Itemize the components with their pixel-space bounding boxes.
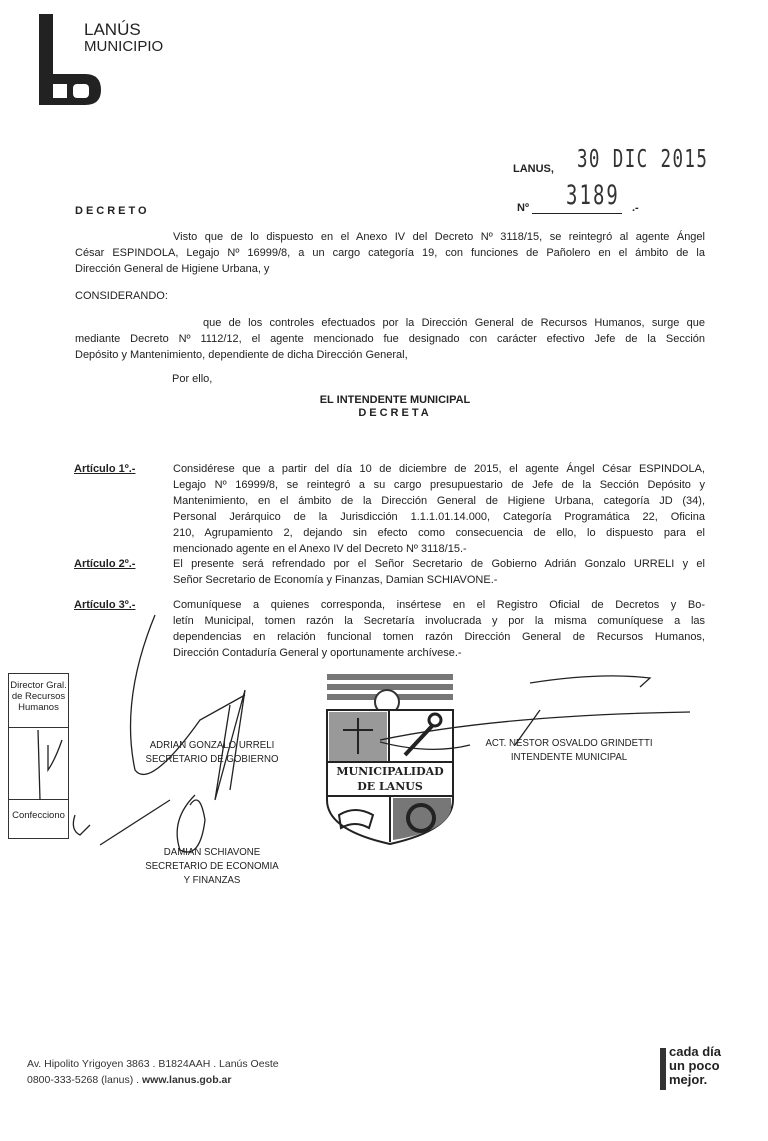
number-label: Nº	[517, 202, 529, 214]
economia-name: DAMIAN SCHIAVONE	[163, 846, 261, 858]
control-box-middle	[9, 728, 68, 800]
por-ello: Por ello,	[172, 373, 213, 385]
slogan-line: mejor.	[669, 1072, 708, 1087]
article-line: Señor Secretario de Economía y Finanzas, Damian SCHIAVONE.-	[173, 574, 498, 586]
visto-line: Dirección General de Higiene Urbana, y	[75, 263, 270, 275]
article-line: 210, Agrupamiento 2, dejando sin efecto como consecuencia de ello, lo dispuesto para el	[173, 527, 705, 539]
visto-line: Visto que de lo dispuesto en el Anexo IV del Decreto Nº 3118/15, se reintegró al agente Ángel	[173, 231, 705, 243]
municipal-seal	[325, 670, 455, 846]
seal-text-1: MUNICIPALIDAD	[336, 765, 444, 778]
decree-number: 3189	[566, 180, 620, 211]
article-3-label: Artículo 3º.-	[74, 599, 136, 611]
footer-contact	[27, 1074, 231, 1086]
document-type: DECRETO	[75, 205, 150, 217]
slogan-logo	[660, 1045, 721, 1087]
article-2-label: Artículo 2º.-	[74, 558, 136, 570]
control-box-top	[9, 674, 68, 728]
economia-title: SECRETARIO DE ECONOMIA	[145, 860, 279, 872]
considerando-line: mediante Decreto Nº 1112/12, el agente mencionado fue designado con carácter efectivo Jefe de la Sección	[75, 333, 705, 345]
footer-address: Av. Hipolito Yrigoyen 3863 . B1824AAH . Lanús Oeste	[27, 1058, 279, 1070]
logo-text-municipio: MUNICIPIO	[84, 38, 164, 55]
number-underline	[532, 213, 622, 214]
footer-website[interactable]: www.lanus.gob.ar	[142, 1074, 232, 1086]
date-stamp: 30 DIC 2015	[577, 144, 709, 173]
considerando-heading: CONSIDERANDO:	[75, 290, 168, 302]
control-box-title: Director Gral.	[10, 680, 67, 691]
gobierno-title: SECRETARIO DE GOBIERNO	[145, 753, 279, 765]
control-box-title: de Recursos	[11, 691, 66, 702]
considerando-line: que de los controles efectuados por la Dirección General de Recursos Humanos, surge que	[203, 317, 705, 329]
article-line: Dirección Contaduría General y oportunamente archívese.-	[173, 647, 462, 659]
gobierno-name: ADRIAN GONZALO URRELI	[149, 739, 275, 751]
intendente-name: ACT. NESTOR OSVALDO GRINDETTI	[485, 737, 653, 749]
visto-line: César ESPINDOLA, Legajo Nº 16999/8, a un cargo categoría 19, con funciones de Pañolero en el ámbito de la	[75, 247, 705, 259]
article-line: Comuníquese a quienes corresponda, insértese en el Registro Oficial de Decretos y Bo-	[173, 599, 705, 611]
article-line: Considérese que a partir del día 10 de diciembre de 2015, el agente Ángel César ESPINDOLA,	[173, 463, 705, 475]
control-box	[8, 673, 69, 839]
article-line: Mantenimiento, en el ámbito de la Dirección General de Higiene Urbana, categoría JD (34),	[173, 495, 705, 507]
article-1-label: Artículo 1º.-	[74, 463, 136, 475]
article-line: mencionado agente en el Anexo IV del Decreto Nº 3118/15.-	[173, 543, 467, 555]
footer-phone: 0800-333-5268 (lanus) .	[27, 1074, 140, 1086]
control-box-bottom-label: Confecciono	[12, 810, 65, 821]
intendente-title: INTENDENTE MUNICIPAL	[510, 751, 628, 763]
slogan-bar-icon	[660, 1048, 666, 1090]
control-box-title: Humanos	[18, 702, 59, 713]
article-line: letín Municipal, tomen razón la Secretaría involucrada y por la misma comuníquese a las	[173, 615, 705, 627]
number-suffix: .-	[632, 202, 639, 214]
article-line: dependencias en relación funcional tomen razón Dirección General de Recursos Humanos,	[173, 631, 705, 643]
slogan-line: un poco	[669, 1058, 720, 1073]
logo-text-lanus: LANÚS	[84, 20, 141, 39]
place-label: LANUS,	[513, 163, 554, 175]
article-line: El presente será refrendado por el Señor Secretario de Gobierno Adrián Gonzalo URRELI y el	[173, 558, 705, 570]
decreta-heading: DECRETA	[358, 407, 432, 419]
authority-heading: EL INTENDENTE MUNICIPAL	[319, 394, 471, 406]
economia-title: Y FINANZAS	[183, 874, 241, 886]
seal-text-2: DE LANUS	[357, 780, 423, 793]
article-line: Personal Jerárquico de la Jurisdicción 1.1.1.01.14.000, Categoría Programática 22, Oficina	[173, 511, 705, 523]
slogan-line: cada día	[669, 1044, 722, 1059]
considerando-line: Depósito y Mantenimiento, dependiente de dicha Dirección General,	[75, 349, 408, 361]
article-line: Legajo Nº 16999/8, se reintegró a su cargo presupuestario de Jefe de la Sección Depósito y	[173, 479, 705, 491]
